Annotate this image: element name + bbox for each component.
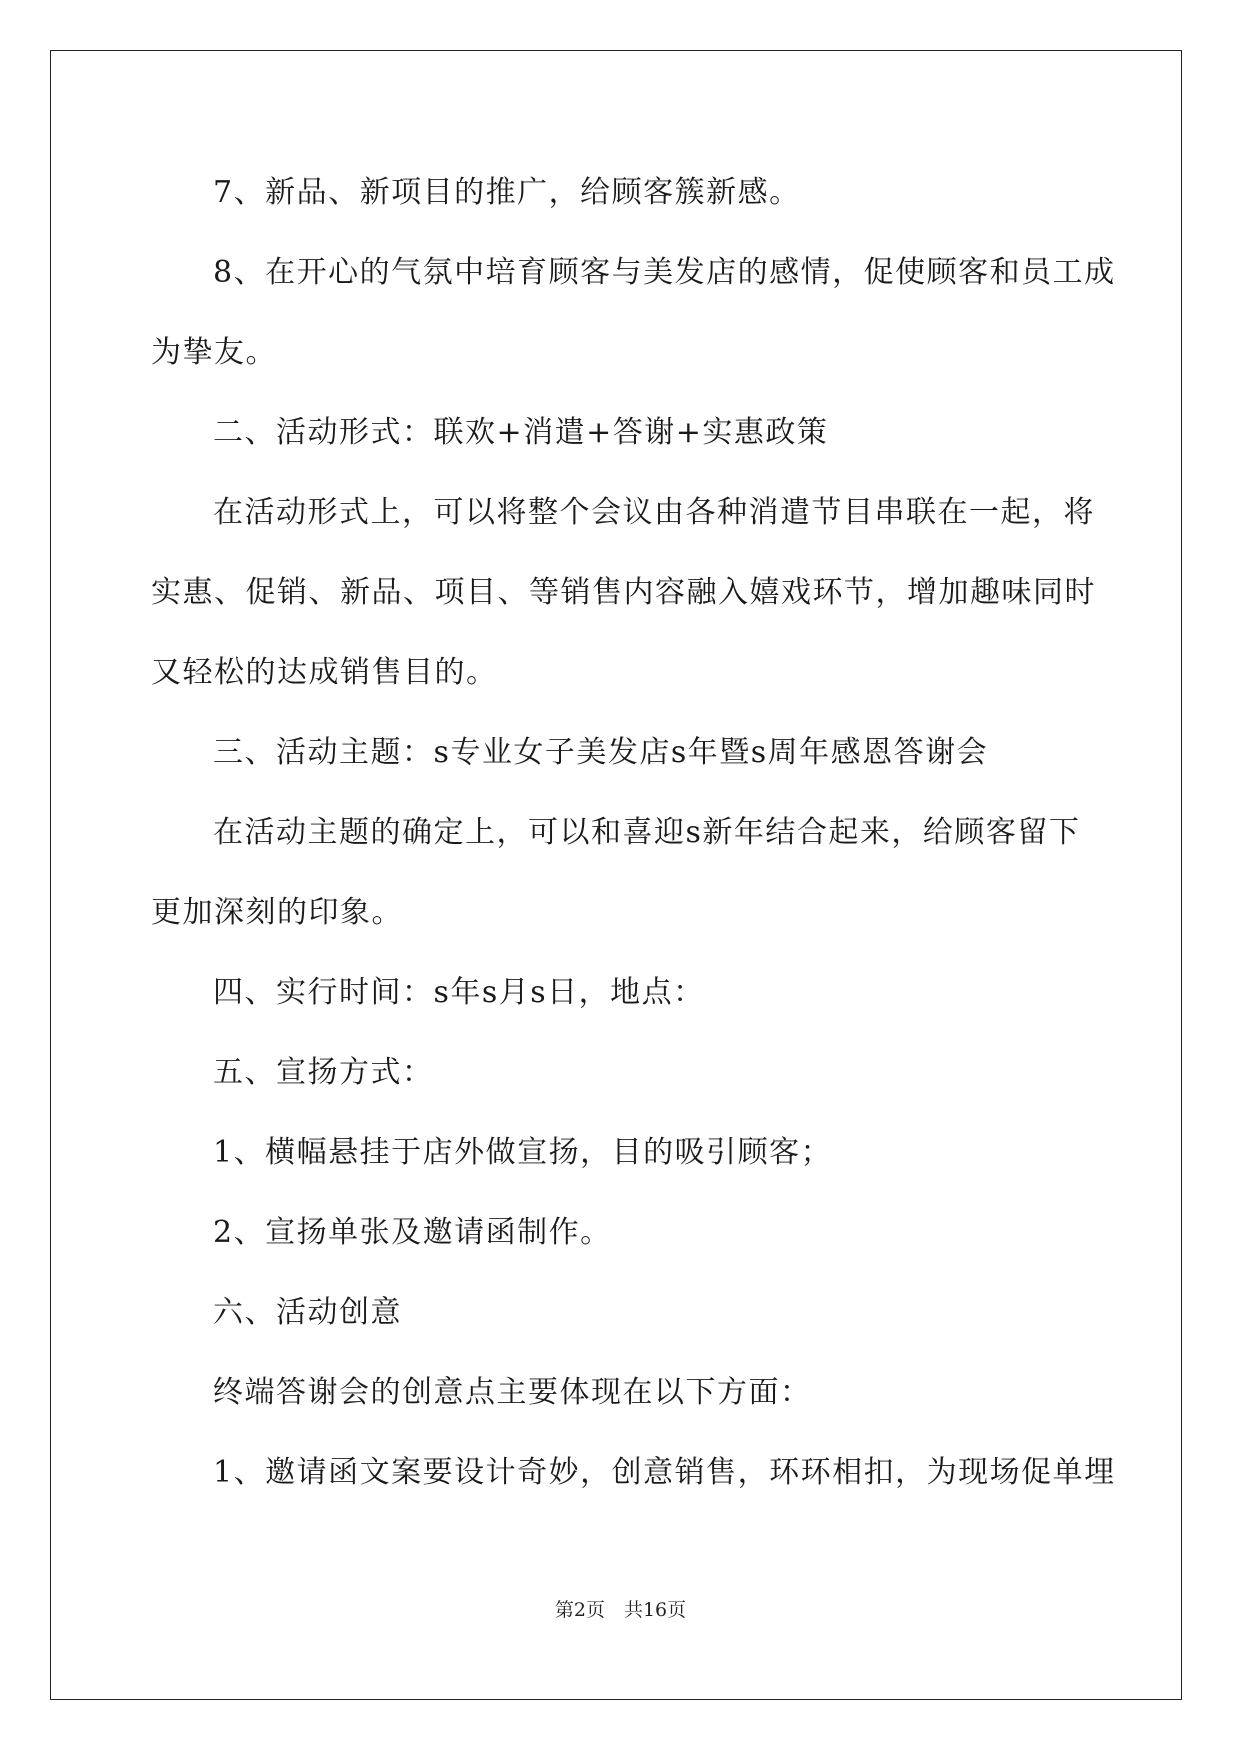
paragraph-line: 7、新品、新项目的推广，给顾客簇新感。 [213, 175, 801, 210]
paragraph-line: 更加深刻的印象。 [151, 895, 403, 930]
paragraph-line: 实惠、促销、新品、项目、等销售内容融入嬉戏环节，增加趣味同时 [151, 575, 1096, 610]
paragraph-line: 8、在开心的气氛中培育顾客与美发店的感情，促使顾客和员工成 [213, 255, 1116, 290]
section-heading: 二、活动形式：联欢+消遣+答谢+实惠政策 [213, 415, 829, 450]
list-item: 2、宣扬单张及邀请函制作。 [213, 1215, 612, 1250]
section-heading: 四、实行时间：s年s月s日，地点： [213, 975, 705, 1010]
page-number-footer: 第2页 共16页 [554, 1599, 687, 1621]
section-heading: 六、活动创意 [213, 1295, 402, 1330]
paragraph-line: 终端答谢会的创意点主要体现在以下方面： [213, 1375, 812, 1410]
section-heading: 三、活动主题：s专业女子美发店s年暨s周年感恩答谢会 [213, 735, 989, 770]
paragraph-line: 为挚友。 [151, 335, 277, 370]
paragraph-line: 又轻松的达成销售目的。 [151, 655, 498, 690]
paragraph-line: 在活动形式上，可以将整个会议由各种消遣节目串联在一起，将 [213, 495, 1095, 530]
paragraph-line: 在活动主题的确定上，可以和喜迎s新年结合起来，给顾客留下 [213, 815, 1081, 850]
section-heading: 五、宣扬方式： [213, 1055, 434, 1090]
page-border [50, 50, 1182, 1700]
list-item: 1、横幅悬挂于店外做宣扬，目的吸引顾客； [213, 1135, 833, 1170]
list-item: 1、邀请函文案要设计奇妙，创意销售，环环相扣，为现场促单埋 [213, 1455, 1116, 1490]
